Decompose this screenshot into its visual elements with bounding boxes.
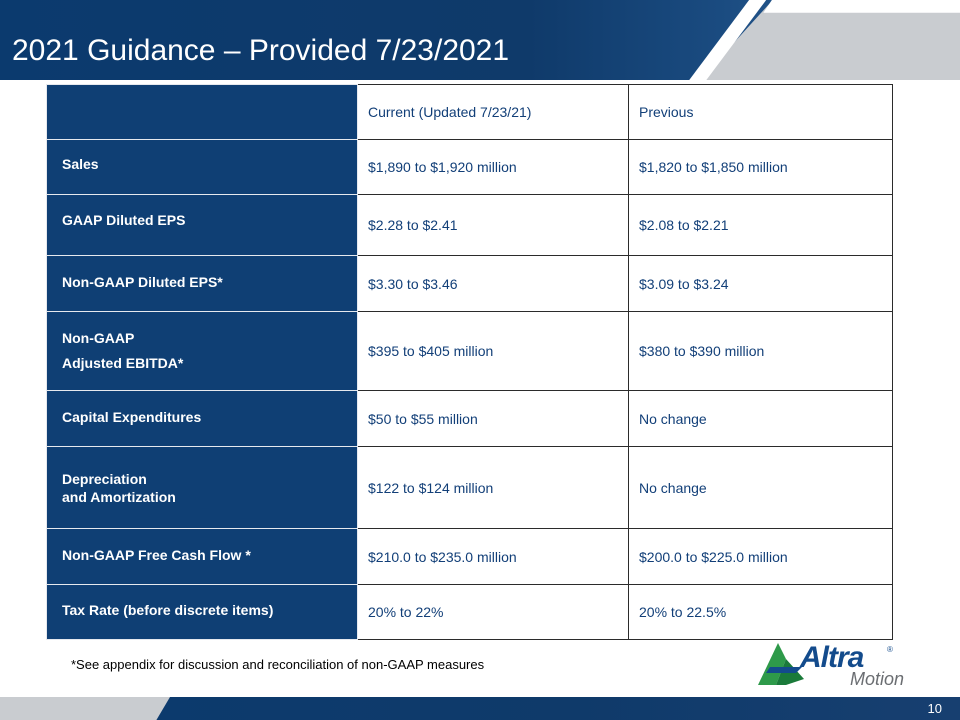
guidance-table [46,84,893,640]
altra-motion-logo [756,639,916,691]
row-current-value: $395 to $405 million [358,312,629,391]
row-current-value: $50 to $55 million [358,391,629,447]
row-previous-value: $1,820 to $1,850 million [629,140,893,195]
row-label [47,529,358,585]
row-label [47,447,358,529]
row-label [47,585,358,640]
slide-title: 2021 Guidance – Provided 7/23/2021 [12,34,510,67]
row-current-value: $2.28 to $2.41 [358,195,629,256]
row-previous-value: $2.08 to $2.21 [629,195,893,256]
row-label-text: Sales [62,156,99,172]
header-cell-empty [47,85,358,140]
footnote: *See appendix for discussion and reconciliation of non-GAAP measures [71,657,485,672]
row-label-text: Non-GAAP Diluted EPS* [62,273,223,290]
row-label [47,140,358,195]
row-previous-value: No change [629,391,893,447]
row-label [47,256,358,312]
row-label-line2: Adjusted EBITDA* [62,355,184,371]
footer-bar [0,697,960,720]
row-previous-value: $200.0 to $225.0 million [629,529,893,585]
table-header-row [47,85,893,140]
logo-registered-mark: ® [887,645,893,654]
row-previous-value: $380 to $390 million [629,312,893,391]
row-previous-value: $3.09 to $3.24 [629,256,893,312]
header-cell-current: Current (Updated 7/23/21) [358,85,629,140]
row-label-text: Non-GAAP Free Cash Flow * [62,546,251,563]
logo-word-altra: Altra [800,641,864,674]
row-label [47,195,358,256]
row-current-value: $1,890 to $1,920 million [358,140,629,195]
table-row [47,529,893,585]
page-number: 10 [927,701,942,716]
row-label-text: Capital Expenditures [62,408,202,425]
table-row [47,140,893,195]
header-cell-previous: Previous [629,85,893,140]
table-row [47,256,893,312]
row-current-value: 20% to 22% [358,585,629,640]
row-label-line2: and Amortization [62,488,176,505]
table-row [47,585,893,640]
row-previous-value: No change [629,447,893,529]
row-label-text: Tax Rate (before discrete items) [62,602,274,618]
row-current-value: $210.0 to $235.0 million [358,529,629,585]
logo-word-motion: Motion [850,669,905,689]
row-label-line1: Depreciation [62,470,147,487]
footer-stripe-gray [0,697,170,720]
table-row [47,195,893,256]
row-label-line1: Non-GAAP [62,330,135,346]
row-current-value: $3.30 to $3.46 [358,256,629,312]
row-label [47,312,358,391]
row-label-text: GAAP Diluted EPS [62,212,186,228]
row-previous-value: 20% to 22.5% [629,585,893,640]
row-current-value: $122 to $124 million [358,447,629,529]
table-row [47,391,893,447]
altra-arrow-logo-icon [756,639,806,687]
table-row [47,312,893,391]
header-banner [0,0,960,80]
table-row [47,447,893,529]
row-label [47,391,358,447]
